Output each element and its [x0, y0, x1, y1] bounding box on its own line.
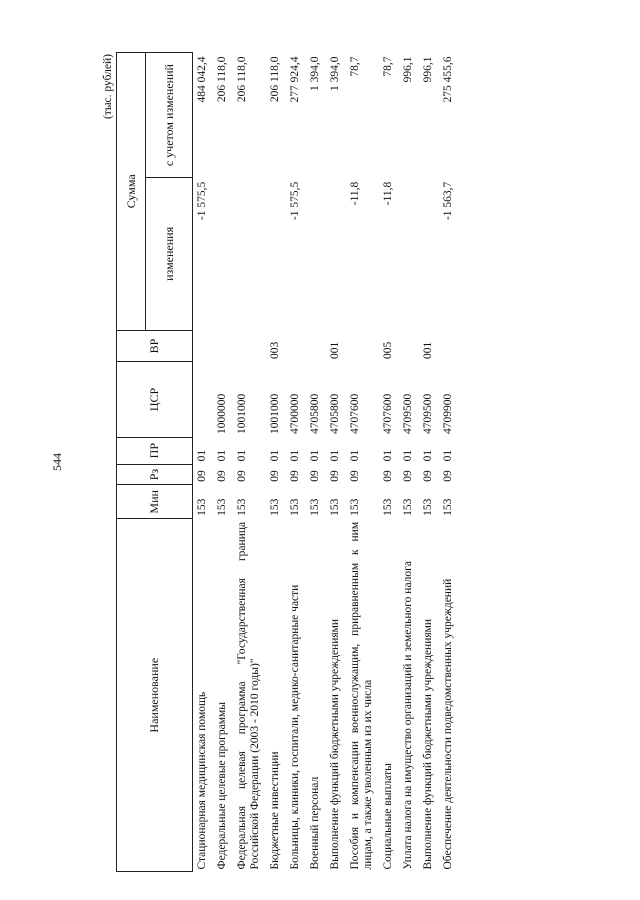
row-change [266, 178, 286, 330]
row-rz: 09 [422, 470, 434, 482]
row-change [213, 178, 233, 330]
row-name: Пособия и компенсации военнослужащим, приравненным к ним лицам, а также уволенным из их числа [349, 521, 374, 870]
row-change [419, 178, 439, 330]
row-name: Федеральные целевые программы [216, 701, 228, 870]
row-name: Военный персонал [309, 776, 321, 870]
row-rz: 09 [289, 470, 301, 482]
row-name: Стационарная медицинская помощь [196, 691, 208, 870]
row-pr: 01 [309, 449, 321, 462]
row-name: Выполнение функций бюджетными учреждениями [422, 618, 434, 870]
row-rz: 09 [382, 470, 394, 482]
table-row [213, 53, 233, 872]
row-change: -1 575,5 [196, 181, 208, 221]
row-total: 277 924,4 [289, 56, 301, 103]
row-total: 275 455,6 [442, 56, 454, 103]
row-vr [213, 330, 233, 362]
row-min: 153 [442, 498, 454, 516]
header-vr: ВР [117, 330, 193, 362]
row-change: -11,8 [349, 181, 361, 206]
row-min: 153 [349, 498, 361, 516]
row-pr: 01 [422, 449, 434, 462]
row-rz: 09 [216, 470, 228, 482]
row-csr: 4707600 [382, 393, 394, 435]
row-min: 153 [236, 498, 248, 516]
row-name: Уплата налога на имущество организаций и земельного налога [402, 561, 414, 870]
row-vr [306, 330, 326, 362]
row-name: Социальные выплаты [382, 763, 394, 870]
header-with-change: с учетом изменений [146, 53, 193, 178]
row-vr [399, 330, 419, 362]
row-change [399, 178, 419, 330]
header-min: Мин [117, 485, 193, 519]
row-min: 153 [289, 498, 301, 516]
row-change: -1 563,7 [442, 181, 454, 221]
row-change [233, 178, 266, 330]
row-min: 153 [382, 498, 394, 516]
row-csr: 4700000 [289, 393, 301, 435]
row-csr: 4709500 [422, 393, 434, 435]
table-body [193, 53, 460, 872]
row-name: Выполнение функций бюджетными учреждениями [329, 618, 341, 870]
row-csr: 1001000 [269, 393, 281, 435]
table-row [399, 53, 419, 872]
row-rz: 09 [269, 470, 281, 482]
row-change: -1 575,5 [289, 181, 301, 221]
row-min: 153 [329, 498, 341, 516]
header-rz: Рз [117, 464, 193, 484]
row-pr: 01 [289, 449, 301, 462]
row-rz: 09 [329, 470, 341, 482]
header-sum: Сумма [117, 53, 146, 331]
row-pr: 01 [402, 449, 414, 462]
row-total: 206 118,0 [216, 56, 228, 103]
row-pr: 01 [216, 449, 228, 462]
budget-table [116, 52, 459, 872]
row-change [326, 178, 346, 330]
row-pr: 01 [382, 449, 394, 462]
row-csr: 4709900 [442, 393, 454, 435]
row-csr: 4705800 [329, 393, 341, 435]
row-pr: 01 [349, 449, 361, 462]
header-change: изменения [146, 178, 193, 330]
row-csr [193, 362, 214, 437]
row-vr [233, 330, 266, 362]
row-pr: 01 [196, 449, 208, 462]
row-pr: 01 [329, 449, 341, 462]
row-csr: 1000000 [216, 393, 228, 435]
table-row [233, 53, 266, 872]
row-rz: 09 [402, 470, 414, 482]
row-min: 153 [309, 498, 321, 516]
row-total: 206 118,0 [236, 56, 248, 103]
table-row [306, 53, 326, 872]
row-total: 78,7 [349, 56, 361, 77]
row-name: Бюджетные инвестиции [269, 751, 281, 870]
row-csr: 4707600 [349, 393, 361, 435]
table-row [439, 53, 459, 872]
row-vr: 001 [329, 341, 341, 359]
units-label: (тыс. рублей) [102, 54, 114, 120]
row-rz: 09 [349, 470, 361, 482]
table-row [346, 53, 379, 872]
row-vr [193, 330, 214, 362]
table-row [326, 53, 346, 872]
row-total: 78,7 [382, 56, 394, 77]
row-change: -11,8 [382, 181, 394, 206]
table-row [379, 53, 399, 872]
row-total: 484 042,4 [196, 56, 208, 103]
row-vr [346, 330, 379, 362]
table-row [419, 53, 439, 872]
row-min: 153 [402, 498, 414, 516]
row-csr: 4705800 [309, 393, 321, 435]
row-total: 206 118,0 [269, 56, 281, 103]
page-number: 544 [50, 453, 64, 471]
row-rz: 09 [442, 470, 454, 482]
table-row [193, 53, 214, 872]
row-min: 153 [269, 498, 281, 516]
row-name: Федеральная целевая программа "Государственная граница Российской Федерации (2003 - 2010 годы)" [236, 521, 261, 870]
row-total: 1 394,0 [309, 56, 321, 91]
row-min: 153 [196, 498, 208, 516]
row-vr [286, 330, 306, 362]
row-vr: 003 [269, 341, 281, 359]
row-pr: 01 [236, 449, 248, 462]
row-vr [439, 330, 459, 362]
row-csr: 1001000 [236, 393, 248, 435]
row-csr: 4709500 [402, 393, 414, 435]
row-min: 153 [216, 498, 228, 516]
row-name: Обеспечение деятельности подведомственных учреждений [442, 578, 454, 870]
table-row [266, 53, 286, 872]
header-name: Наименование [117, 519, 193, 872]
row-pr: 01 [442, 449, 454, 462]
row-rz: 09 [309, 470, 321, 482]
rotated-table-frame [100, 52, 640, 872]
row-vr: 001 [422, 341, 434, 359]
header-csr: ЦСР [117, 362, 193, 437]
row-vr: 005 [382, 341, 394, 359]
row-min: 153 [422, 498, 434, 516]
row-change [306, 178, 326, 330]
row-rz: 09 [236, 470, 248, 482]
row-pr: 01 [269, 449, 281, 462]
row-total: 1 394,0 [329, 56, 341, 91]
row-total: 996,1 [402, 56, 414, 83]
row-name: Больницы, клиники, госпитали, медико-санитарные части [289, 584, 301, 870]
row-rz: 09 [196, 470, 208, 482]
header-pr: ПР [117, 437, 193, 464]
table-row [286, 53, 306, 872]
row-total: 996,1 [422, 56, 434, 83]
